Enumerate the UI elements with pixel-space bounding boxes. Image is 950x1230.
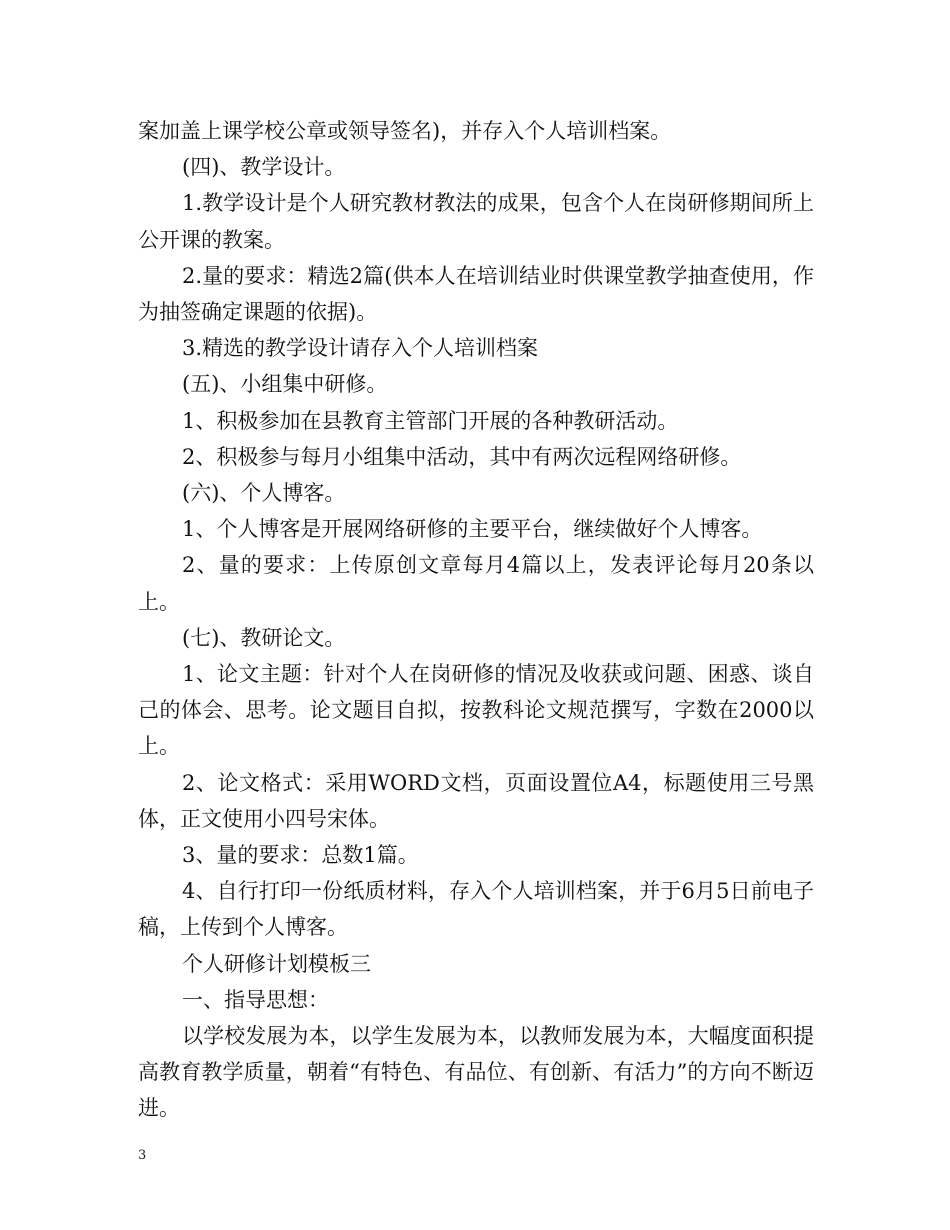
section-heading-6: (六)、个人博客。 — [182, 481, 346, 506]
paragraph-continuation: 案加盖上课学校公章或领导签名)，并存入个人培训档案。 — [138, 119, 672, 143]
paragraph: 2、论文格式：采用WORD文档，页面设置位A4，标题使用三号黑体，正文使用小四号宋体。 — [138, 770, 814, 831]
paragraph: 1、积极参加在县教育主管部门开展的各种教研活动。 — [182, 408, 679, 433]
paragraph: 1.教学设计是个人研究教材教法的成果，包含个人在岗研修期间所上公开课的教案。 — [138, 191, 814, 252]
paragraph: 3.精选的教学设计请存入个人培训档案 — [182, 336, 539, 361]
paragraph: 以学校发展为本，以学生发展为本，以教师发展为本，大幅度面积提高教育教学质量，朝着“有特色、有品位、有创新、有活力”的方向不断迈进。 — [138, 1024, 814, 1121]
section-heading-7: (七)、教研论文。 — [182, 625, 346, 650]
paragraph: 1、个人博客是开展网络研修的主要平台，继续做好个人博客。 — [182, 517, 763, 542]
paragraph: 4、自行打印一份纸质材料，存入个人培训档案，并于6月5日前电子稿，上传到个人博客。 — [138, 879, 814, 940]
template-title: 个人研修计划模板三 — [182, 951, 371, 976]
section-heading-guiding-thought: 一、指导思想： — [182, 987, 329, 1012]
page-number: 3 — [138, 1148, 147, 1163]
section-heading-4: (四)、教学设计。 — [182, 155, 346, 180]
paragraph: 1、论文主题：针对个人在岗研修的情况及收获或问题、困惑、谈自己的体会、思考。论文题目自拟，按教科论文规范撰写，字数在2000以上。 — [138, 662, 814, 759]
section-heading-5: (五)、小组集中研修。 — [182, 372, 388, 397]
paragraph: 2、量的要求：上传原创文章每月4篇以上，发表评论每月20条以上。 — [138, 553, 814, 614]
paragraph: 2.量的要求：精选2篇(供本人在培训结业时供课堂教学抽查使用，作为抽签确定课题的依据)。 — [138, 263, 814, 325]
document-body — [138, 113, 814, 1127]
paragraph: 2、积极参与每月小组集中活动，其中有两次远程网络研修。 — [182, 444, 742, 469]
paragraph: 3、量的要求：总数1篇。 — [182, 843, 419, 868]
